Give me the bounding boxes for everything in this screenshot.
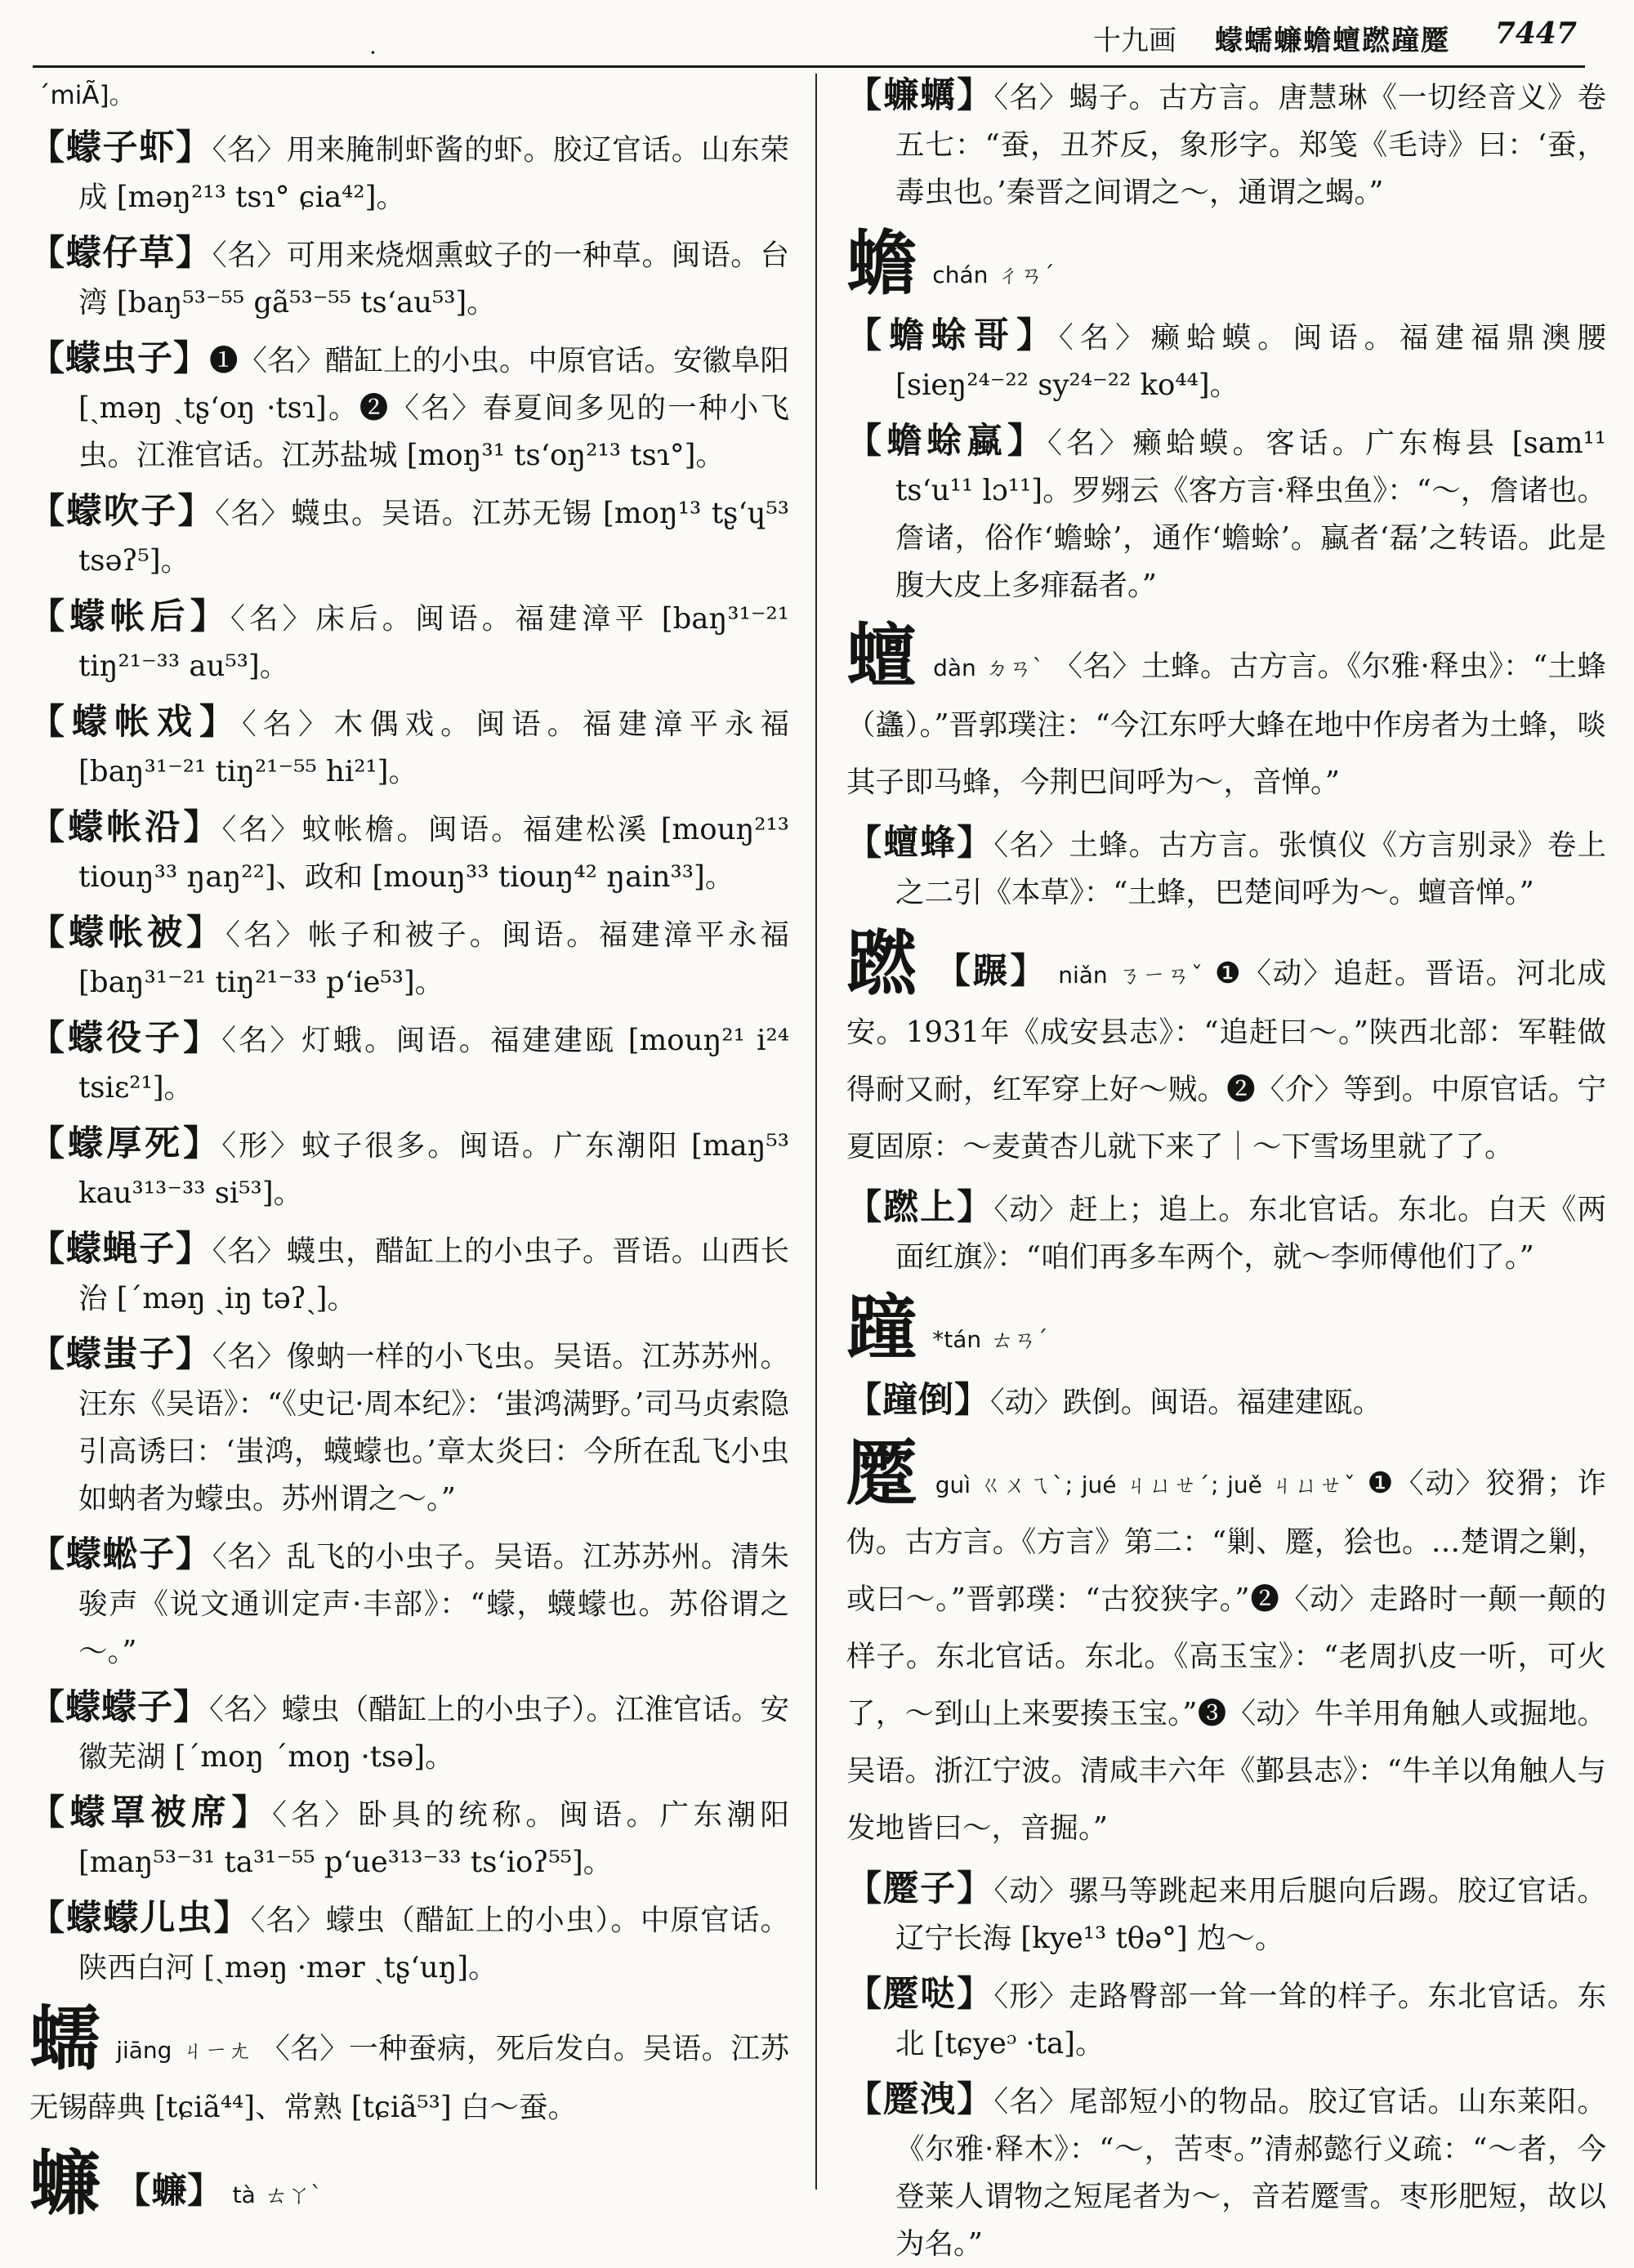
entry-pinyin: tà	[232, 2181, 256, 2208]
page-header	[33, 0, 1585, 68]
continued-text: ˊmiÃ]。	[38, 81, 135, 110]
entry-definition: 〈名〉帐子和被子。闽语。福建漳平永福 [baŋ³¹⁻²¹ tiŋ²¹⁻³³ pʻie⁵³]。	[78, 918, 789, 999]
entry-headword: 【蹷子】	[846, 1868, 994, 1909]
entry-zhuyin: ㄋㄧㄢˇ	[1118, 962, 1204, 989]
entry-definition: 〈动〉跌倒。闽语。福建建瓯。	[990, 1386, 1382, 1419]
entry-character: 蟾	[846, 222, 917, 305]
entry-definition: 〈动〉骡马等跳起来用后腿向后踢。胶辽官话。辽宁长海 [kye¹³ tθə°] 尥～。	[895, 1874, 1606, 1955]
entry-headword: 【蹨上】	[846, 1187, 994, 1228]
entry-definition: ❶〈动〉狡猾；诈伪。古方言。《方言》第二：“剿、蹷，狯也。…楚谓之剿，或曰～。”晋郭璞：“古狡狭字。”❷〈动〉走路时一颠一颠的样子。东北官话。东北。《高玉宝》：“老周扒皮一听，可火了，～到山上来要揍玉宝。”❸〈动〉牛羊用角触人或掘地。吴语。浙江宁波。清咸丰六年《鄞县志》：“牛羊以角触人与发地皆曰～，音掘。”	[846, 1467, 1606, 1845]
entry-headword: 【蠓仔草】	[29, 233, 212, 274]
entry-headword: 【蟾蜍哥】	[846, 315, 1059, 356]
entry-definition: 〈名〉癞蛤蟆。闽语。福建福鼎澳腰 [sieŋ²⁴⁻²² sy²⁴⁻²² ko⁴⁴]。	[895, 321, 1606, 402]
character-entry	[29, 2142, 789, 2225]
entry-definition: 〈名〉用来腌制虾酱的虾。胶辽官话。山东荣成 [məŋ²¹³ tsɿ° ɕia⁴²]。	[78, 133, 789, 214]
dictionary-entry	[846, 417, 1606, 609]
dictionary-entry	[29, 1684, 789, 1781]
entry-definition: 〈名〉癞蛤蟆。客话。广东梅县 [sam¹¹ tsʻu¹¹ lɔ¹¹]。罗翙云《客方言·释虫鱼》：“～，詹诸也。詹诸，俗作‘蟾蜍’，通作‘蟾蜍’。蠃者‘磊’之转语。此是腹大皮上多痱磊者。”	[895, 426, 1606, 602]
dictionary-entry	[29, 699, 789, 796]
entry-definition: 〈名〉蠓虫（醋缸上的小虫）。中原官话。陕西白河 [ˏməŋ ·mər ˏtʂʻuŋ]。	[78, 1904, 789, 1984]
header-character-range: 蠓蠕蠊蟾蟺蹨蹱蹷	[1215, 25, 1450, 57]
header-dot: ·	[369, 39, 377, 66]
dictionary-entry	[29, 1226, 789, 1323]
entry-zhuyin: ㄐㄧㄤ	[181, 2037, 252, 2064]
dictionary-entry	[29, 909, 789, 1007]
entry-definition: 〈名〉尾部短小的物品。胶辽官话。山东莱阳。《尔雅·释木》：“～，苦枣。”清郝懿行义疏：“～者，今登莱人谓物之短尾者为～，音若蹷雪。枣形肥短，故以为名。”	[895, 2085, 1606, 2261]
character-entry	[846, 222, 1606, 305]
entry-pinyin: niǎn	[1058, 962, 1108, 989]
entry-headword: 【蠓蜙子】	[29, 1534, 212, 1575]
entry-headword: 【蟺蜂】	[846, 823, 994, 864]
entry-zhuyin: ㄊㄚˋ	[265, 2181, 323, 2208]
dictionary-entry	[846, 1377, 1606, 1426]
entry-headword: 【蠓帐被】	[29, 913, 226, 953]
character-entry	[846, 615, 1606, 811]
entry-zhuyin: ㄔㄢˊ	[997, 261, 1055, 288]
entry-headword: 【蠓蚩子】	[29, 1334, 212, 1375]
entry-pinyin: chán	[932, 261, 989, 288]
dictionary-entry	[846, 2076, 1606, 2268]
entry-pinyin: dàn	[933, 654, 976, 681]
dictionary-entry	[29, 1789, 789, 1886]
entry-definition: 〈名〉蠛虫，醋缸上的小虫子。晋语。山西长治 [ˊməŋ ˏiŋ təʔˏ]。	[78, 1234, 789, 1315]
entry-character: 蹨	[846, 922, 918, 1005]
left-column	[29, 72, 790, 2225]
right-column	[846, 72, 1606, 2261]
entry-zhuyin: ㄉㄢˋ	[985, 654, 1044, 681]
dictionary-entry	[846, 1971, 1606, 2068]
entry-definition: 〈形〉走路臀部一耸一耸的样子。东北官话。东北 [tɕyeᵓ ·ta]。	[895, 1980, 1606, 2060]
entry-definition: 〈名〉蠓虫（醋缸上的小虫子）。江淮官话。安徽芜湖 [ˊmoŋ ˊmoŋ ·tsə]。	[78, 1693, 790, 1774]
entry-definition: 〈名〉一种蚕病，死后发白。吴语。江苏无锡薛典 [tɕiã⁴⁴]、常熟 [tɕiã⁵³] 白～蚕。	[29, 2032, 789, 2124]
entry-definition: 〈名〉蚊帐檐。闽语。福建松溪 [mouŋ²¹³ tiouŋ³³ ŋaŋ²²]、政和 [mouŋ³³ tiouŋ⁴² ŋain³³]。	[78, 813, 790, 894]
entry-variant: 【蠊】	[115, 2171, 224, 2212]
entry-definition: 〈形〉蚊子很多。闽语。广东潮阳 [maŋ⁵³ kau³¹³⁻³³ si⁵³]。	[78, 1129, 789, 1210]
entry-character: 蟺	[846, 615, 917, 698]
dictionary-entry	[29, 1331, 789, 1523]
header-section: 十九画	[1093, 25, 1176, 57]
entry-headword: 【蠓役子】	[29, 1018, 222, 1059]
entry-character: 蹱	[846, 1287, 917, 1369]
entry-headword: 【蠓子虾】	[29, 127, 212, 168]
entry-headword: 【蠓帐沿】	[29, 807, 222, 848]
entry-pinyin: jiāng	[116, 2037, 172, 2064]
dictionary-entry	[29, 804, 789, 901]
entry-headword: 【蟾蜍蠃】	[846, 421, 1048, 462]
dictionary-entry	[29, 1895, 789, 1992]
entry-definition: 〈名〉灯蛾。闽语。福建建瓯 [mouŋ²¹ i²⁴ tsiɛ²¹]。	[78, 1024, 789, 1105]
page-number: 7447	[1494, 16, 1577, 51]
entry-definition: 〈名〉卧具的统称。闽语。广东潮阳 [maŋ⁵³⁻³¹ ta³¹⁻⁵⁵ pʻue³¹³⁻³³ tsʻioʔ⁵⁵]。	[78, 1798, 789, 1879]
entry-definition: 〈名〉床后。闽语。福建漳平 [baŋ³¹⁻²¹ tiŋ²¹⁻³³ au⁵³]。	[78, 602, 790, 683]
dictionary-entry	[29, 1120, 789, 1217]
entry-character: 蠕	[29, 1998, 100, 2080]
entry-headword: 【蠓帐戏】	[29, 702, 242, 743]
entry-character: 蹷	[846, 1432, 918, 1515]
entry-headword: 【蠓吹子】	[29, 491, 216, 532]
entry-definition: 〈名〉蝎子。古方言。唐慧琳《一切经音义》卷五七：“蚕，丑芥反，象形字。郑笺《毛诗》曰：‘蚕，毒虫也。’秦晋之间谓之～，通谓之蝎。”	[895, 81, 1606, 209]
character-entry	[846, 1432, 1606, 1857]
character-entry	[29, 2000, 789, 2136]
entry-variant: 【蹍】	[935, 951, 1048, 992]
dictionary-entry	[29, 230, 789, 327]
entry-definition: ❶〈名〉醋缸上的小虫。中原官话。安徽阜阳 [ˏməŋ ˏtʂʻoŋ ·tsɿ]。❷〈名〉春夏间多见的一种小飞虫。江淮官话。江苏盐城 [moŋ³¹ tsʻoŋ²¹³ tsɿ°]。	[78, 344, 790, 472]
dictionary-entry	[29, 124, 789, 221]
character-entry	[846, 922, 1606, 1176]
entry-headword: 【蠓蠓儿虫】	[29, 1898, 251, 1939]
entry-character: 蠊	[29, 2142, 100, 2225]
entry-definition: ❶〈动〉追赶。晋语。河北成安。1931年《成安县志》：“追赶曰～。”陕西北部：军鞋做得耐又耐，红军穿上好～贼。❷〈介〉等到。中原官话。宁夏固原：～麦黄杏儿就下来了｜～下雪场里就了了。	[846, 957, 1606, 1163]
entry-definition: 〈名〉土蜂。古方言。张慎仪《方言别录》卷上之二引《本草》：“土蜂，巴楚间呼为～。蟺音惮。”	[895, 828, 1606, 909]
entry-headword: 【蹷哒】	[846, 1974, 994, 2015]
column-divider	[815, 74, 817, 2190]
entry-headword: 【蠓虫子】	[29, 338, 209, 379]
entry-headword: 【蹱倒】	[846, 1380, 990, 1421]
entry-headword: 【蠓蠓子】	[29, 1687, 209, 1728]
entry-headword: 【蠊蠣】	[846, 75, 994, 116]
dictionary-entry	[846, 312, 1606, 409]
entry-definition: 〈名〉土蜂。古方言。《尔雅·释虫》：“土蜂（蠭）。”晋郭璞注：“今江东呼大蜂在地中作房者为土蜂，啖其子即马蜂，今荆巴间呼为～，音惮。”	[846, 650, 1606, 799]
dictionary-entry	[29, 488, 789, 585]
entry-definition: 〈动〉赶上；追上。东北官话。东北。白天《两面红旗》：“咱们再多车两个，就～李师傅他们了。”	[895, 1193, 1606, 1274]
dictionary-entry	[846, 1865, 1606, 1962]
entry-headword: 【蠓帐后】	[29, 596, 230, 637]
entry-definition: 〈名〉可用来烧烟熏蚊子的一种草。闽语。台湾 [baŋ⁵³⁻⁵⁵ gã⁵³⁻⁵⁵ tsʻau⁵³]。	[78, 239, 789, 319]
entry-pinyin: *tán	[932, 1326, 982, 1353]
entry-headword: 【蹷洩】	[846, 2079, 994, 2120]
entry-pinyin: guì ㄍㄨㄟˋ; jué ㄐㄩㄝˊ; juě ㄐㄩㄝˇ	[935, 1471, 1357, 1498]
entry-headword: 【蠓厚死】	[29, 1123, 222, 1164]
dictionary-entry	[29, 1015, 789, 1112]
dictionary-entry	[846, 1184, 1606, 1281]
dictionary-entry	[846, 72, 1606, 217]
dictionary-entry	[29, 1531, 789, 1676]
entry-headword: 【蠓罩被席】	[29, 1793, 273, 1833]
entry-definition: 〈名〉像蚋一样的小飞虫。吴语。江苏苏州。汪东《吴语》：“《史记·周本纪》：‘蚩鸿满野。’司马贞索隐引高诱曰：‘蚩鸿，蠛蠓也。’章太炎曰：今所在乱飞小虫如蚋者为蠓虫。苏州谓之～。”	[78, 1340, 789, 1516]
dictionary-entry	[29, 593, 789, 690]
character-entry	[846, 1289, 1606, 1368]
entry-zhuyin: ㄊㄢˊ	[990, 1326, 1048, 1353]
entry-headword: 【蠓蝇子】	[29, 1229, 212, 1270]
entry-definition: 〈名〉木偶戏。闽语。福建漳平永福 [baŋ³¹⁻²¹ tiŋ²¹⁻⁵⁵ hi²¹]。	[78, 708, 789, 788]
entry-definition: 〈名〉蠛虫。吴语。江苏无锡 [moŋ¹³ tʂʻɥ⁵³ tsəʔ⁵]。	[78, 497, 789, 578]
dictionary-entry	[846, 819, 1606, 917]
dictionary-entry	[29, 335, 789, 480]
entry-definition: 〈名〉乱飞的小虫子。吴语。江苏苏州。清朱骏声《说文通训定声·丰部》：“蠓，蠛蠓也。苏俗谓之～。”	[78, 1540, 789, 1668]
